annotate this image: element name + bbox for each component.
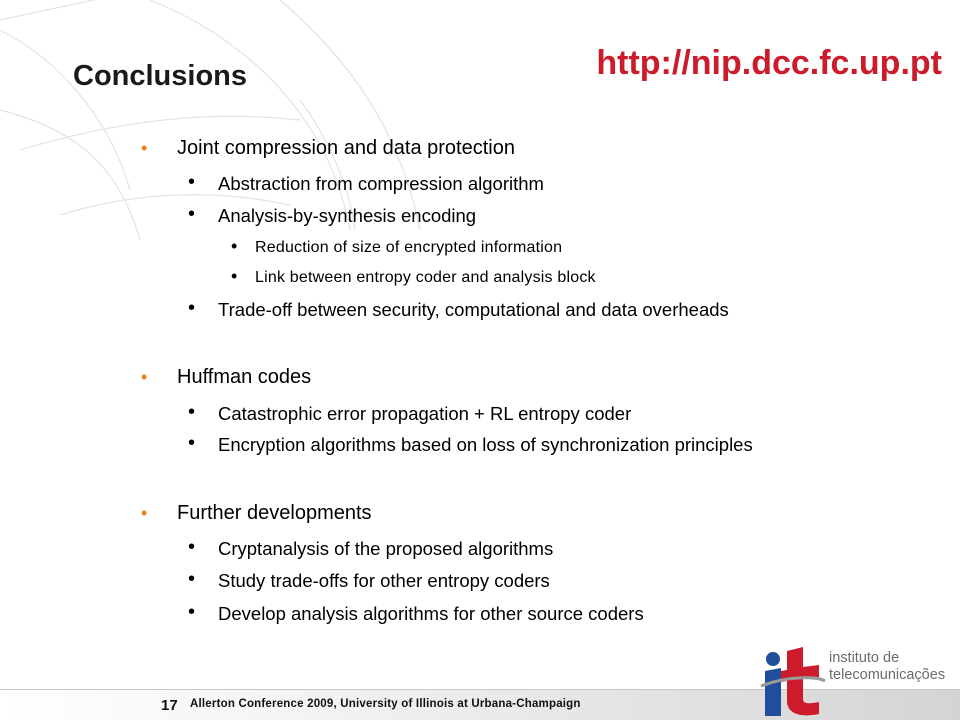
bullet-text: Link between entropy coder and analysis block [255, 269, 596, 286]
bullet-marker: • [188, 568, 196, 590]
bullet-item [141, 502, 372, 525]
page-number: 17 [161, 697, 178, 714]
sub-sub-bullet-item [231, 236, 563, 257]
sub-bullet-item [188, 601, 644, 625]
bullet-item [141, 137, 515, 160]
bullet-marker: • [231, 266, 238, 286]
bullet-text: Encryption algorithms based on loss of synchronization principles [218, 434, 753, 455]
sub-bullet-item [188, 203, 477, 227]
bullet-text: Catastrophic error propagation + RL entropy coder [218, 403, 632, 424]
bullet-marker: • [188, 401, 196, 423]
sub-bullet-item [188, 297, 729, 321]
bullet-marker: • [141, 138, 148, 158]
logo-text-line1: instituto de [829, 650, 900, 666]
bullet-marker: • [188, 203, 196, 225]
sub-sub-bullet-item [231, 266, 596, 287]
sub-bullet-item [188, 171, 544, 195]
bullet-text: Reduction of size of encrypted information [255, 239, 563, 256]
bullet-text: Cryptanalysis of the proposed algorithms [218, 538, 554, 559]
bullet-marker: • [188, 601, 196, 623]
footer-text: Allerton Conference 2009, University of Illinois at Urbana-Champaign [190, 698, 581, 710]
bullet-text: Further developments [177, 502, 372, 524]
sub-bullet-item [188, 432, 753, 456]
bullet-text: Study trade-offs for other entropy coders [218, 570, 550, 591]
bullet-marker: • [188, 297, 196, 319]
bullet-marker: • [188, 432, 196, 454]
bullet-marker: • [141, 367, 148, 387]
bullet-marker: • [141, 503, 148, 523]
bullet-text: Huffman codes [177, 366, 312, 388]
bullet-marker: • [231, 236, 238, 256]
bullet-text: Joint compression and data protection [177, 137, 515, 159]
bullet-item [141, 366, 312, 389]
bullet-text: Develop analysis algorithms for other source coders [218, 603, 644, 624]
logo-text-line2: telecomunicações [829, 667, 946, 683]
sub-bullet-item [188, 401, 632, 425]
slide-url: http://nip.dcc.fc.up.pt [596, 44, 942, 82]
bullet-text: Trade-off between security, computational and data overheads [218, 299, 729, 320]
sub-bullet-item [188, 536, 554, 560]
slide-title: Conclusions [73, 60, 248, 92]
logo-text [829, 650, 945, 684]
bullet-marker: • [188, 171, 196, 193]
bullet-text: Abstraction from compression algorithm [218, 173, 544, 194]
sub-bullet-item [188, 568, 550, 592]
bullet-text: Analysis-by-synthesis encoding [218, 205, 477, 226]
bullet-marker: • [188, 536, 196, 558]
